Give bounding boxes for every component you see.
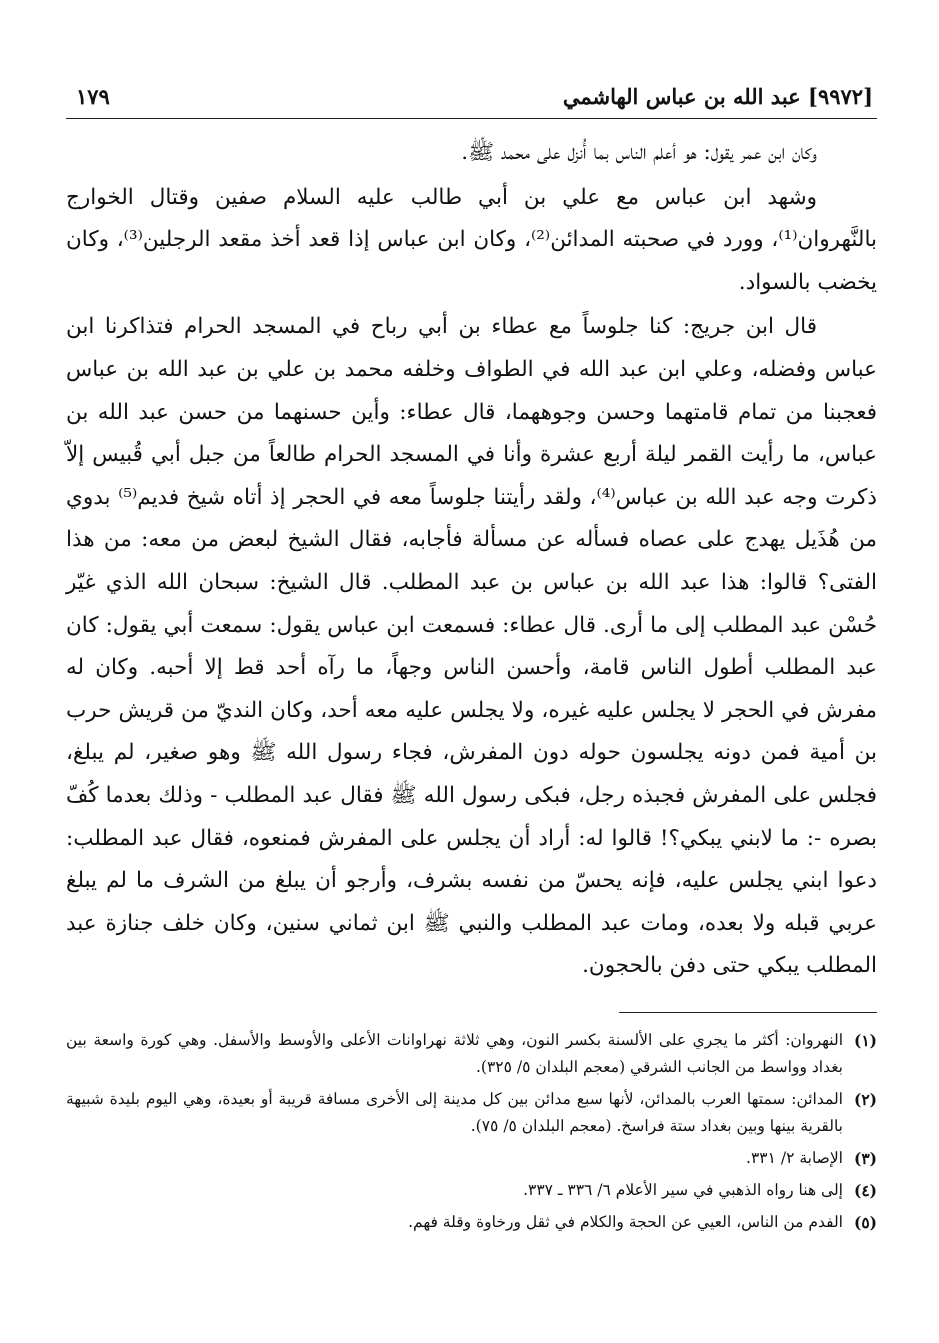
running-title: [٩٩٧٢] عبد الله بن عباس الهاشمي xyxy=(562,84,873,109)
footnote-number: (٥) xyxy=(853,1212,877,1232)
footnote xyxy=(66,1027,877,1081)
header-rule xyxy=(66,118,877,119)
paragraph: قال ابن جريج: كنا جلوساً مع عطاء بن أبي رباح في المسجد الحرام فتذاكرنا ابن عباس وفضله، وعلي ابن عبد الله في الطواف وخلفه محمد بن علي بن عبد الله بن عباس فعجبنا من تمام قامتهما وحسن وجوههما، قال عطاء: وأين حسنهما من حسن عبد الله بن عباس، ما رأيت القمر ليلة أربع عشرة وأنا في المسجد الحرام طالعاً من جبل أبي قُبيس إلاّ ذكرت وجه عبد الله بن عباس⁽⁴⁾، ولقد رأيتنا جلوساً معه في الحجر إذ أتاه شيخ فديم⁽⁵⁾ بدوي من هُذَيل يهدج على عصاه فسأله عن مسألة فأجابه، فقال الشيخ لبعض من معه: من هذا الفتى؟ قالوا: هذا عبد الله بن عباس بن عبد المطلب. قال الشيخ: سبحان الله الذي غيّر حُسْن عبد المطلب إلى ما أرى. قال عطاء: فسمعت ابن عباس يقول: سمعت أبي يقول: كان عبد المطلب أطول الناس قامة، وأحسن الناس وجهاً، ما رآه أحد قط إلا أحبه. وكان له مفرش في الحجر لا يجلس عليه غيره، ولا يجلس عليه معه أحد، وكان النديّ من قريش حرب بن أمية فمن دونه يجلسون حوله دون المفرش، فجاء رسول الله ﷺ وهو صغير، لم يبلغ، فجلس على المفرش فجبذه رجل، فبكى رسول الله ﷺ فقال عبد المطلب - وذلك بعدما كُفّ بصره -: ما لابني يبكي؟! قالوا له: أراد أن يجلس على المفرش فمنعوه، فقال عبد المطلب: دعوا ابني يجلس عليه، فإنه يحسّ من نفسه بشرف، وأرجو أن يبلغ من الشرف ما لم يبلغ عربي قبله ولا بعده، ومات عبد المطلب والنبي ﷺ ابن ثماني سنين، وكان خلف جنازة عبد المطلب يبكي حتى دفن بالحجون. xyxy=(66,314,877,979)
footnote xyxy=(66,1177,877,1204)
main-text xyxy=(66,132,877,988)
footnote-text: الإصابة ٢/ ٣٣١. xyxy=(746,1148,843,1167)
footnotes xyxy=(66,1027,877,1236)
footnote-number: (٢) xyxy=(853,1089,877,1109)
footnote-text: إلى هنا رواه الذهبي في سير الأعلام ٦/ ٣٣٦ ـ ٣٣٧. xyxy=(523,1180,843,1199)
paragraph: وكان ابن عمر يقول: هو أعلم الناس بما أُنزل على محمد ﷺ. xyxy=(461,140,817,165)
footnote-number: (٣) xyxy=(853,1148,877,1168)
footnote-number: (٤) xyxy=(853,1180,877,1200)
footnote-separator xyxy=(619,1012,877,1013)
footnote-text: النهروان: أكثر ما يجري على الألسنة بكسر النون، وهي ثلاثة نهراوانات الأعلى والأوسط والأسفل. وهي كورة واسعة بين بغداد وواسط من الجانب الشرقي (معجم البلدان ٥/ ٣٢٥). xyxy=(66,1030,843,1076)
paragraph: وشهد ابن عباس مع علي بن أبي طالب عليه السلام صفين وقتال الخوارج بالنَّهروان⁽¹⁾، وورد في صحبته المدائن⁽²⁾، وكان ابن عباس إذا قعد أخذ مقعد الرجلين⁽³⁾، وكان يخضب بالسواد. xyxy=(66,184,878,295)
footnote-text: الفدم من الناس، العيي عن الحجة والكلام في ثقل ورخاوة وقلة فهم. xyxy=(408,1212,843,1231)
footnote xyxy=(66,1209,877,1236)
page-number: ١٧٩ xyxy=(76,84,110,109)
footnote xyxy=(66,1145,877,1172)
footnote xyxy=(66,1086,877,1140)
running-header xyxy=(66,80,877,120)
footnote-number: (١) xyxy=(853,1030,877,1050)
footnote-text: المدائن: سمتها العرب بالمدائن، لأنها سبع مدائن بين كل مدينة إلى الأخرى مسافة قريبة أو بعيدة، وهي اليوم بليدة شبيهة بالقرية بينها وبين بغداد ستة فراسخ. (معجم البلدان ٥/ ٧٥). xyxy=(66,1089,843,1135)
